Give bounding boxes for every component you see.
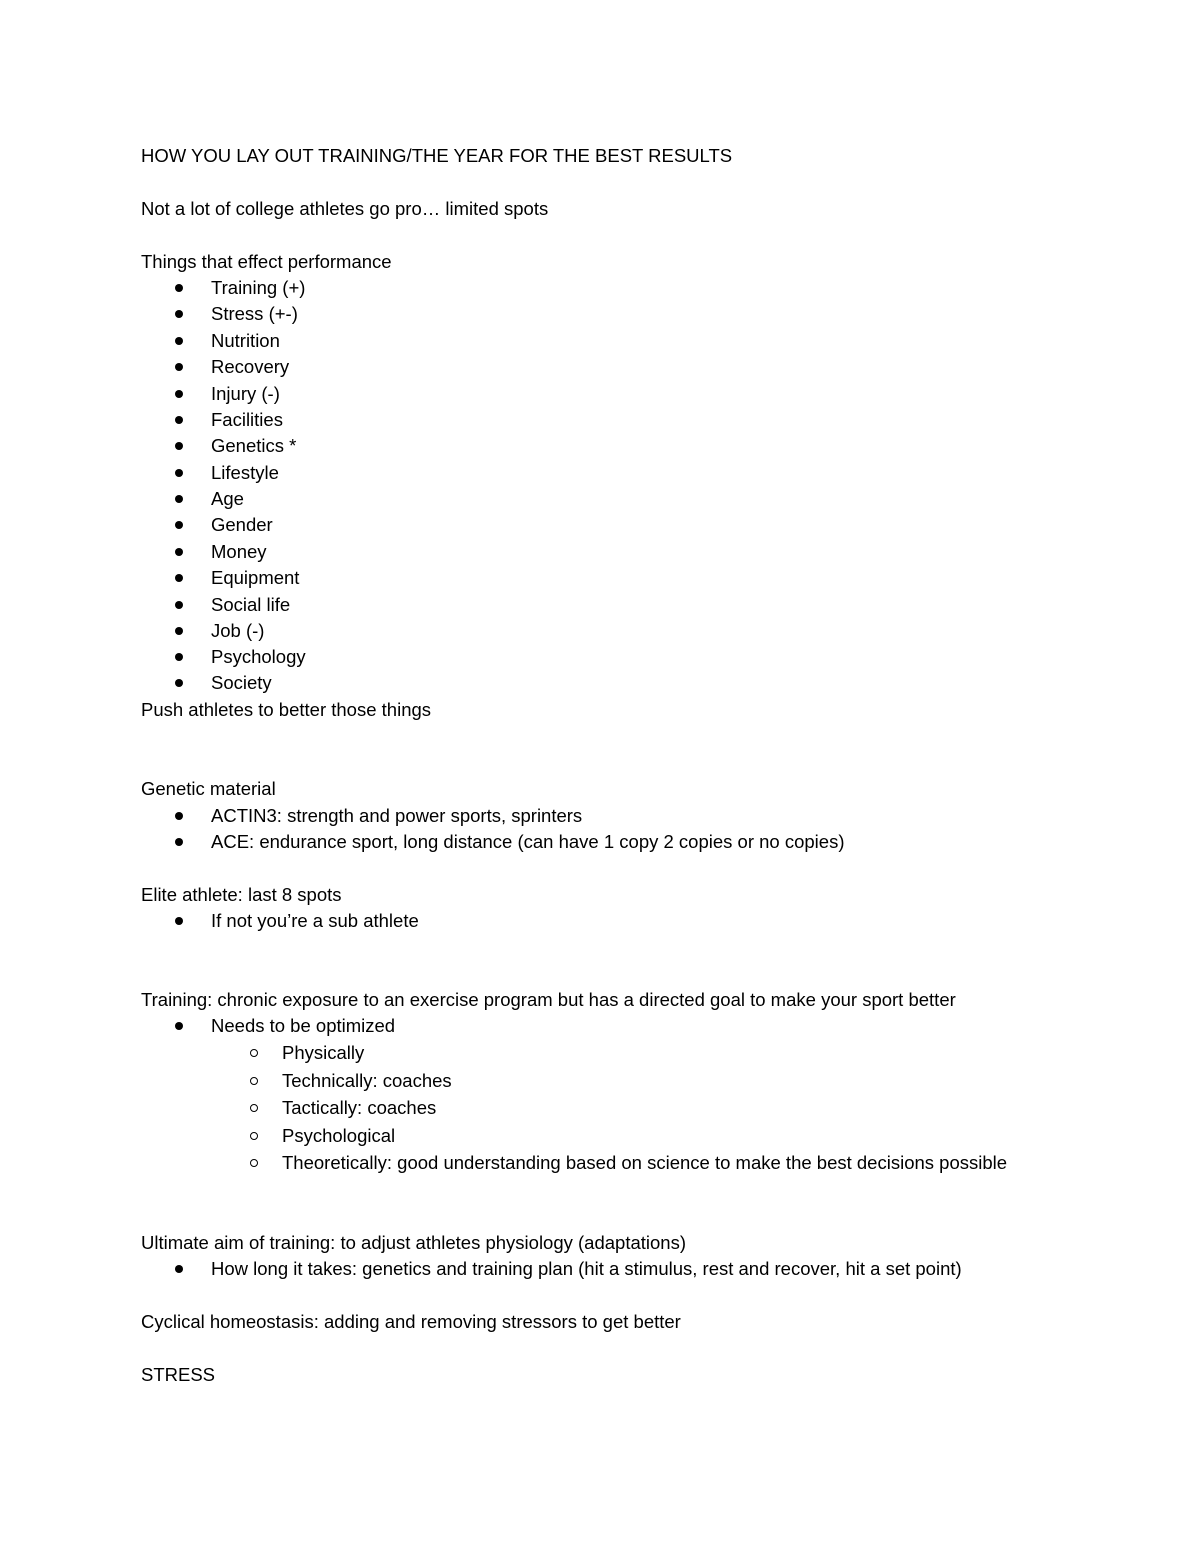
sub-list-item-text: Tactically: coaches xyxy=(282,1097,437,1118)
list-item-text: Recovery xyxy=(211,356,290,377)
list-item-text: Training (+) xyxy=(211,277,306,298)
bullet-icon xyxy=(175,601,183,609)
sub-list-item-text: Technically: coaches xyxy=(282,1070,452,1091)
bullet-icon xyxy=(175,838,183,846)
list-item-text: Age xyxy=(211,488,244,509)
list-item-text: Gender xyxy=(211,514,273,535)
circle-bullet-icon xyxy=(250,1104,258,1112)
sub-list-item-text: Psychological xyxy=(282,1125,396,1146)
circle-bullet-icon xyxy=(250,1077,258,1085)
list-item xyxy=(0,382,1200,406)
list-item xyxy=(0,645,1200,669)
list-item-text: Injury (-) xyxy=(211,383,280,404)
list-item xyxy=(0,566,1200,590)
list-item xyxy=(0,355,1200,379)
bullet-icon xyxy=(175,653,183,661)
list-item-text: Facilities xyxy=(211,409,283,430)
list-item-text: Psychology xyxy=(211,646,306,667)
bullet-icon xyxy=(175,416,183,424)
list-item xyxy=(0,671,1200,695)
list-item-text: Genetics * xyxy=(211,435,297,456)
list-item xyxy=(0,487,1200,511)
list-item xyxy=(0,804,1200,828)
bullet-icon xyxy=(175,1265,183,1273)
list-item-text: Nutrition xyxy=(211,330,280,351)
circle-bullet-icon xyxy=(250,1049,258,1057)
document-title: HOW YOU LAY OUT TRAINING/THE YEAR FOR THE BEST RESULTS xyxy=(141,145,733,166)
bullet-icon xyxy=(175,363,183,371)
list-item-text: Lifestyle xyxy=(211,462,279,483)
sub-list-item xyxy=(0,1151,1200,1175)
genetic-heading: Genetic material xyxy=(141,778,276,799)
training-heading: Training: chronic exposure to an exercise program but has a directed goal to make your sport better xyxy=(141,989,956,1010)
list-item xyxy=(0,540,1200,564)
list-item xyxy=(0,1014,1200,1038)
circle-bullet-icon xyxy=(250,1132,258,1140)
aim-heading: Ultimate aim of training: to adjust athletes physiology (adaptations) xyxy=(141,1232,687,1253)
sub-list-item xyxy=(0,1124,1200,1148)
list-item xyxy=(0,513,1200,537)
list-item xyxy=(0,434,1200,458)
list-item xyxy=(0,276,1200,300)
list-item xyxy=(0,1257,1200,1281)
bullet-icon xyxy=(175,469,183,477)
effects-closing: Push athletes to better those things xyxy=(141,699,432,720)
sub-list-item xyxy=(0,1069,1200,1093)
list-item-text: Job (-) xyxy=(211,620,265,641)
bullet-icon xyxy=(175,574,183,582)
list-item-text: Equipment xyxy=(211,567,300,588)
sub-list-item xyxy=(0,1041,1200,1065)
cyclical-paragraph: Cyclical homeostasis: adding and removing stressors to get better xyxy=(141,1311,681,1332)
sub-list-item xyxy=(0,1096,1200,1120)
bullet-icon xyxy=(175,337,183,345)
stress-heading: STRESS xyxy=(141,1364,216,1385)
sub-list-item-text: Theoretically: good understanding based on science to make the best decisions possible xyxy=(282,1152,1008,1173)
list-item xyxy=(0,593,1200,617)
list-item xyxy=(0,619,1200,643)
list-item xyxy=(0,830,1200,854)
list-item xyxy=(0,909,1200,933)
intro-paragraph: Not a lot of college athletes go pro… limited spots xyxy=(141,198,549,219)
list-item-text: Needs to be optimized xyxy=(211,1015,396,1036)
bullet-icon xyxy=(175,679,183,687)
bullet-icon xyxy=(175,627,183,635)
list-item xyxy=(0,408,1200,432)
list-item-text: Society xyxy=(211,672,272,693)
bullet-icon xyxy=(175,521,183,529)
circle-bullet-icon xyxy=(250,1159,258,1167)
list-item-text: Stress (+-) xyxy=(211,303,298,324)
list-item-text: ACE: endurance sport, long distance (can have 1 copy 2 copies or no copies) xyxy=(211,831,845,852)
bullet-icon xyxy=(175,1022,183,1030)
bullet-icon xyxy=(175,548,183,556)
list-item-text: If not you’re a sub athlete xyxy=(211,910,419,931)
bullet-icon xyxy=(175,917,183,925)
effects-heading: Things that effect performance xyxy=(141,251,392,272)
bullet-icon xyxy=(175,284,183,292)
sub-list-item-text: Physically xyxy=(282,1042,365,1063)
elite-heading: Elite athlete: last 8 spots xyxy=(141,884,342,905)
list-item xyxy=(0,461,1200,485)
bullet-icon xyxy=(175,310,183,318)
list-item-text: ACTIN3: strength and power sports, sprinters xyxy=(211,805,583,826)
bullet-icon xyxy=(175,390,183,398)
list-item xyxy=(0,329,1200,353)
list-item-text: Social life xyxy=(211,594,291,615)
bullet-icon xyxy=(175,495,183,503)
bullet-icon xyxy=(175,812,183,820)
list-item-text: How long it takes: genetics and training plan (hit a stimulus, rest and recover, hit a set point) xyxy=(211,1258,962,1279)
list-item xyxy=(0,302,1200,326)
list-item-text: Money xyxy=(211,541,267,562)
bullet-icon xyxy=(175,442,183,450)
